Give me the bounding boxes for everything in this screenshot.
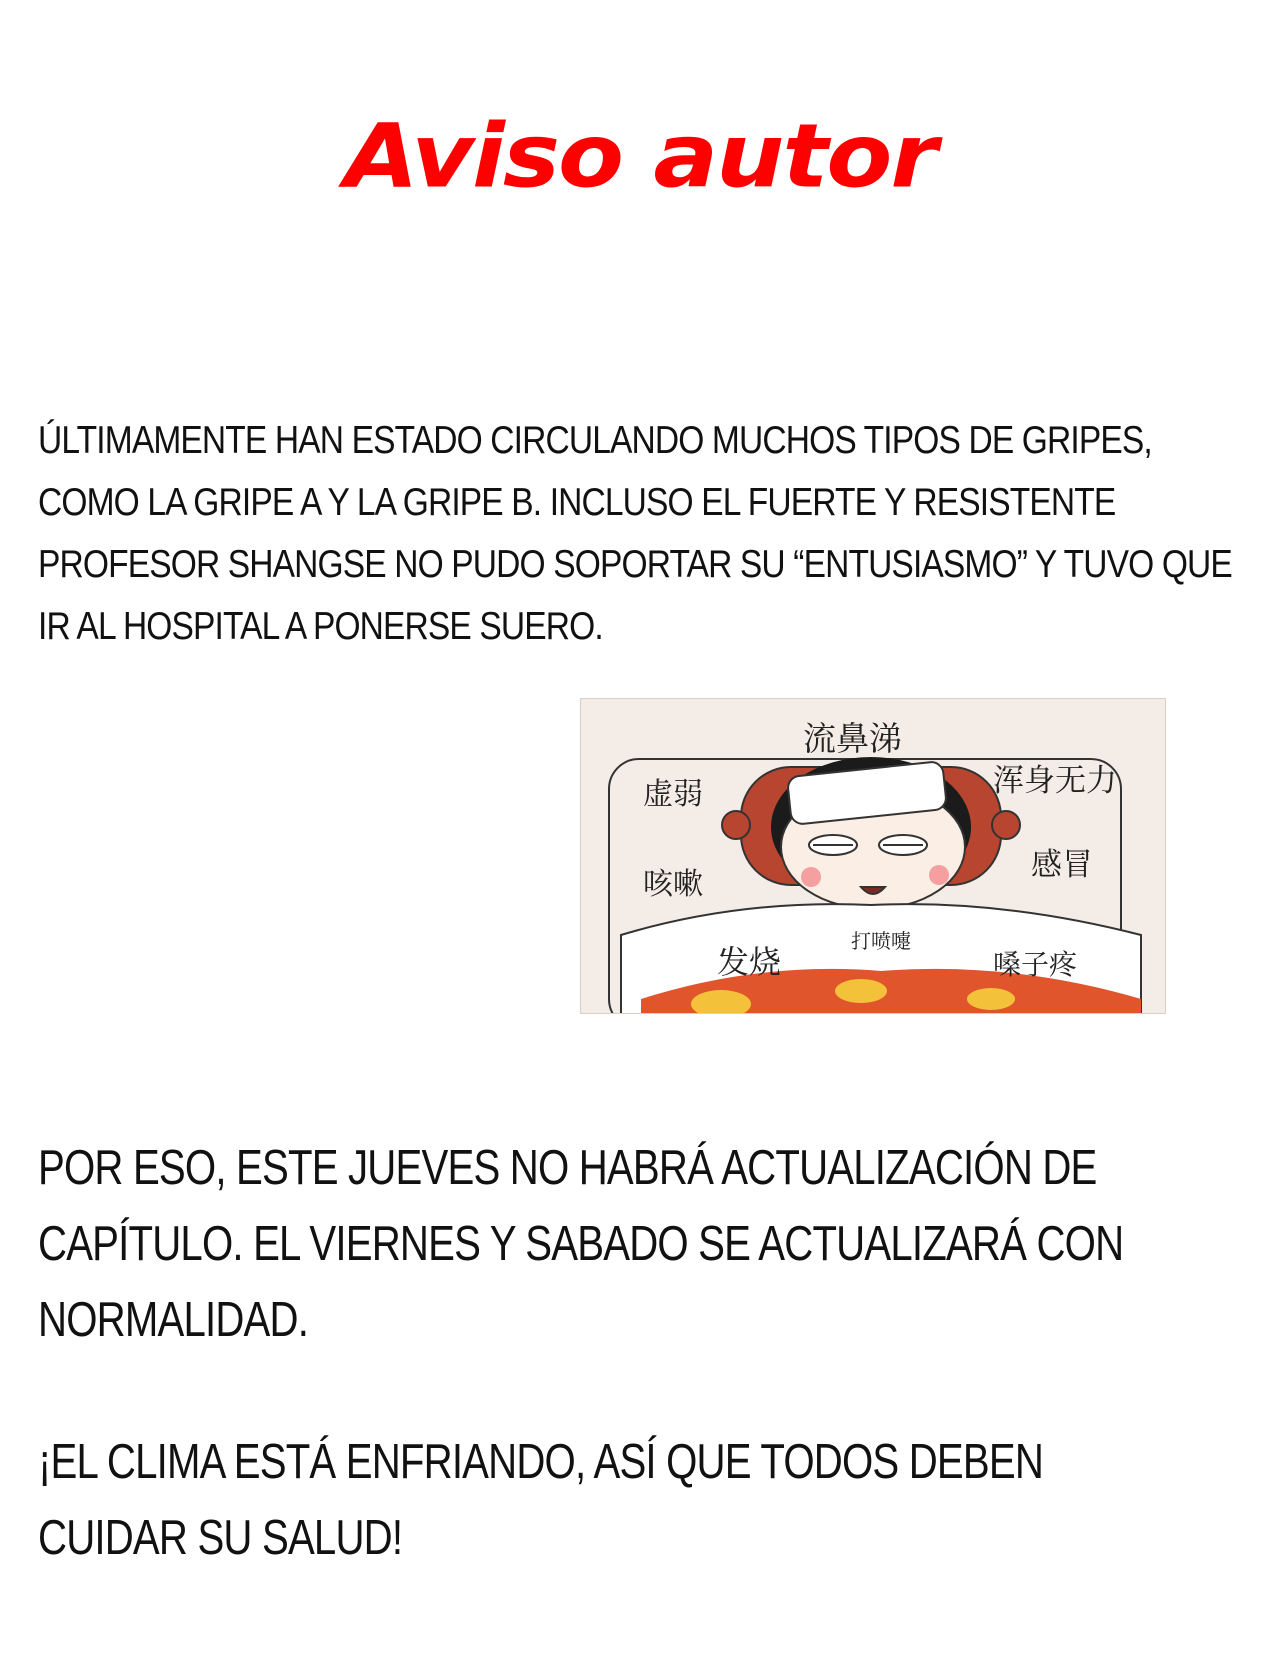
sick-child-illustration [580,698,1166,1014]
left-cheek [801,867,821,887]
notice-paragraph-schedule: POR ESO, ESTE JUEVES NO HABRÁ ACTUALIZACIÓN DE CAPÍTULO. EL VIERNES Y SABADO SE ACTUALIZARÁ CON NORMALIDAD. [38,1141,1124,1347]
label-weak: 虚弱 [643,777,703,812]
label-exhausted: 浑身无力 [993,763,1117,799]
blanket-pattern-2 [835,979,887,1003]
right-cheek [929,865,949,885]
label-fever: 发烧 [717,943,782,981]
label-runny-nose: 流鼻涕 [803,719,902,758]
blanket-pattern-3 [967,988,1015,1010]
notice-paragraph-health: ¡EL CLIMA ESTÁ ENFRIANDO, ASÍ QUE TODOS DEBEN CUIDAR SU SALUD! [38,1435,1044,1565]
pillow-knob-right [992,811,1020,839]
page-title: Aviso autor [344,104,936,208]
label-cough: 咳嗽 [643,867,703,902]
pillow-knob-left [722,811,750,839]
label-cold: 感冒 [1031,847,1093,883]
notice-paragraph-flu: ÚLTIMAMENTE HAN ESTADO CIRCULANDO MUCHOS TIPOS DE GRIPES, COMO LA GRIPE A Y LA GRIPE B. INCLUSO EL FUERTE Y RESISTENTE PROFESOR SHANGSE NO PUDO SOPORTAR SU “ENTUSIASMO” Y TUVO QUE IR AL HOSPITAL A PONERSE SUERO. [38,419,1232,648]
label-sneeze: 打喷嚏 [851,929,911,953]
label-sore-throat: 嗓子疼 [993,948,1078,981]
